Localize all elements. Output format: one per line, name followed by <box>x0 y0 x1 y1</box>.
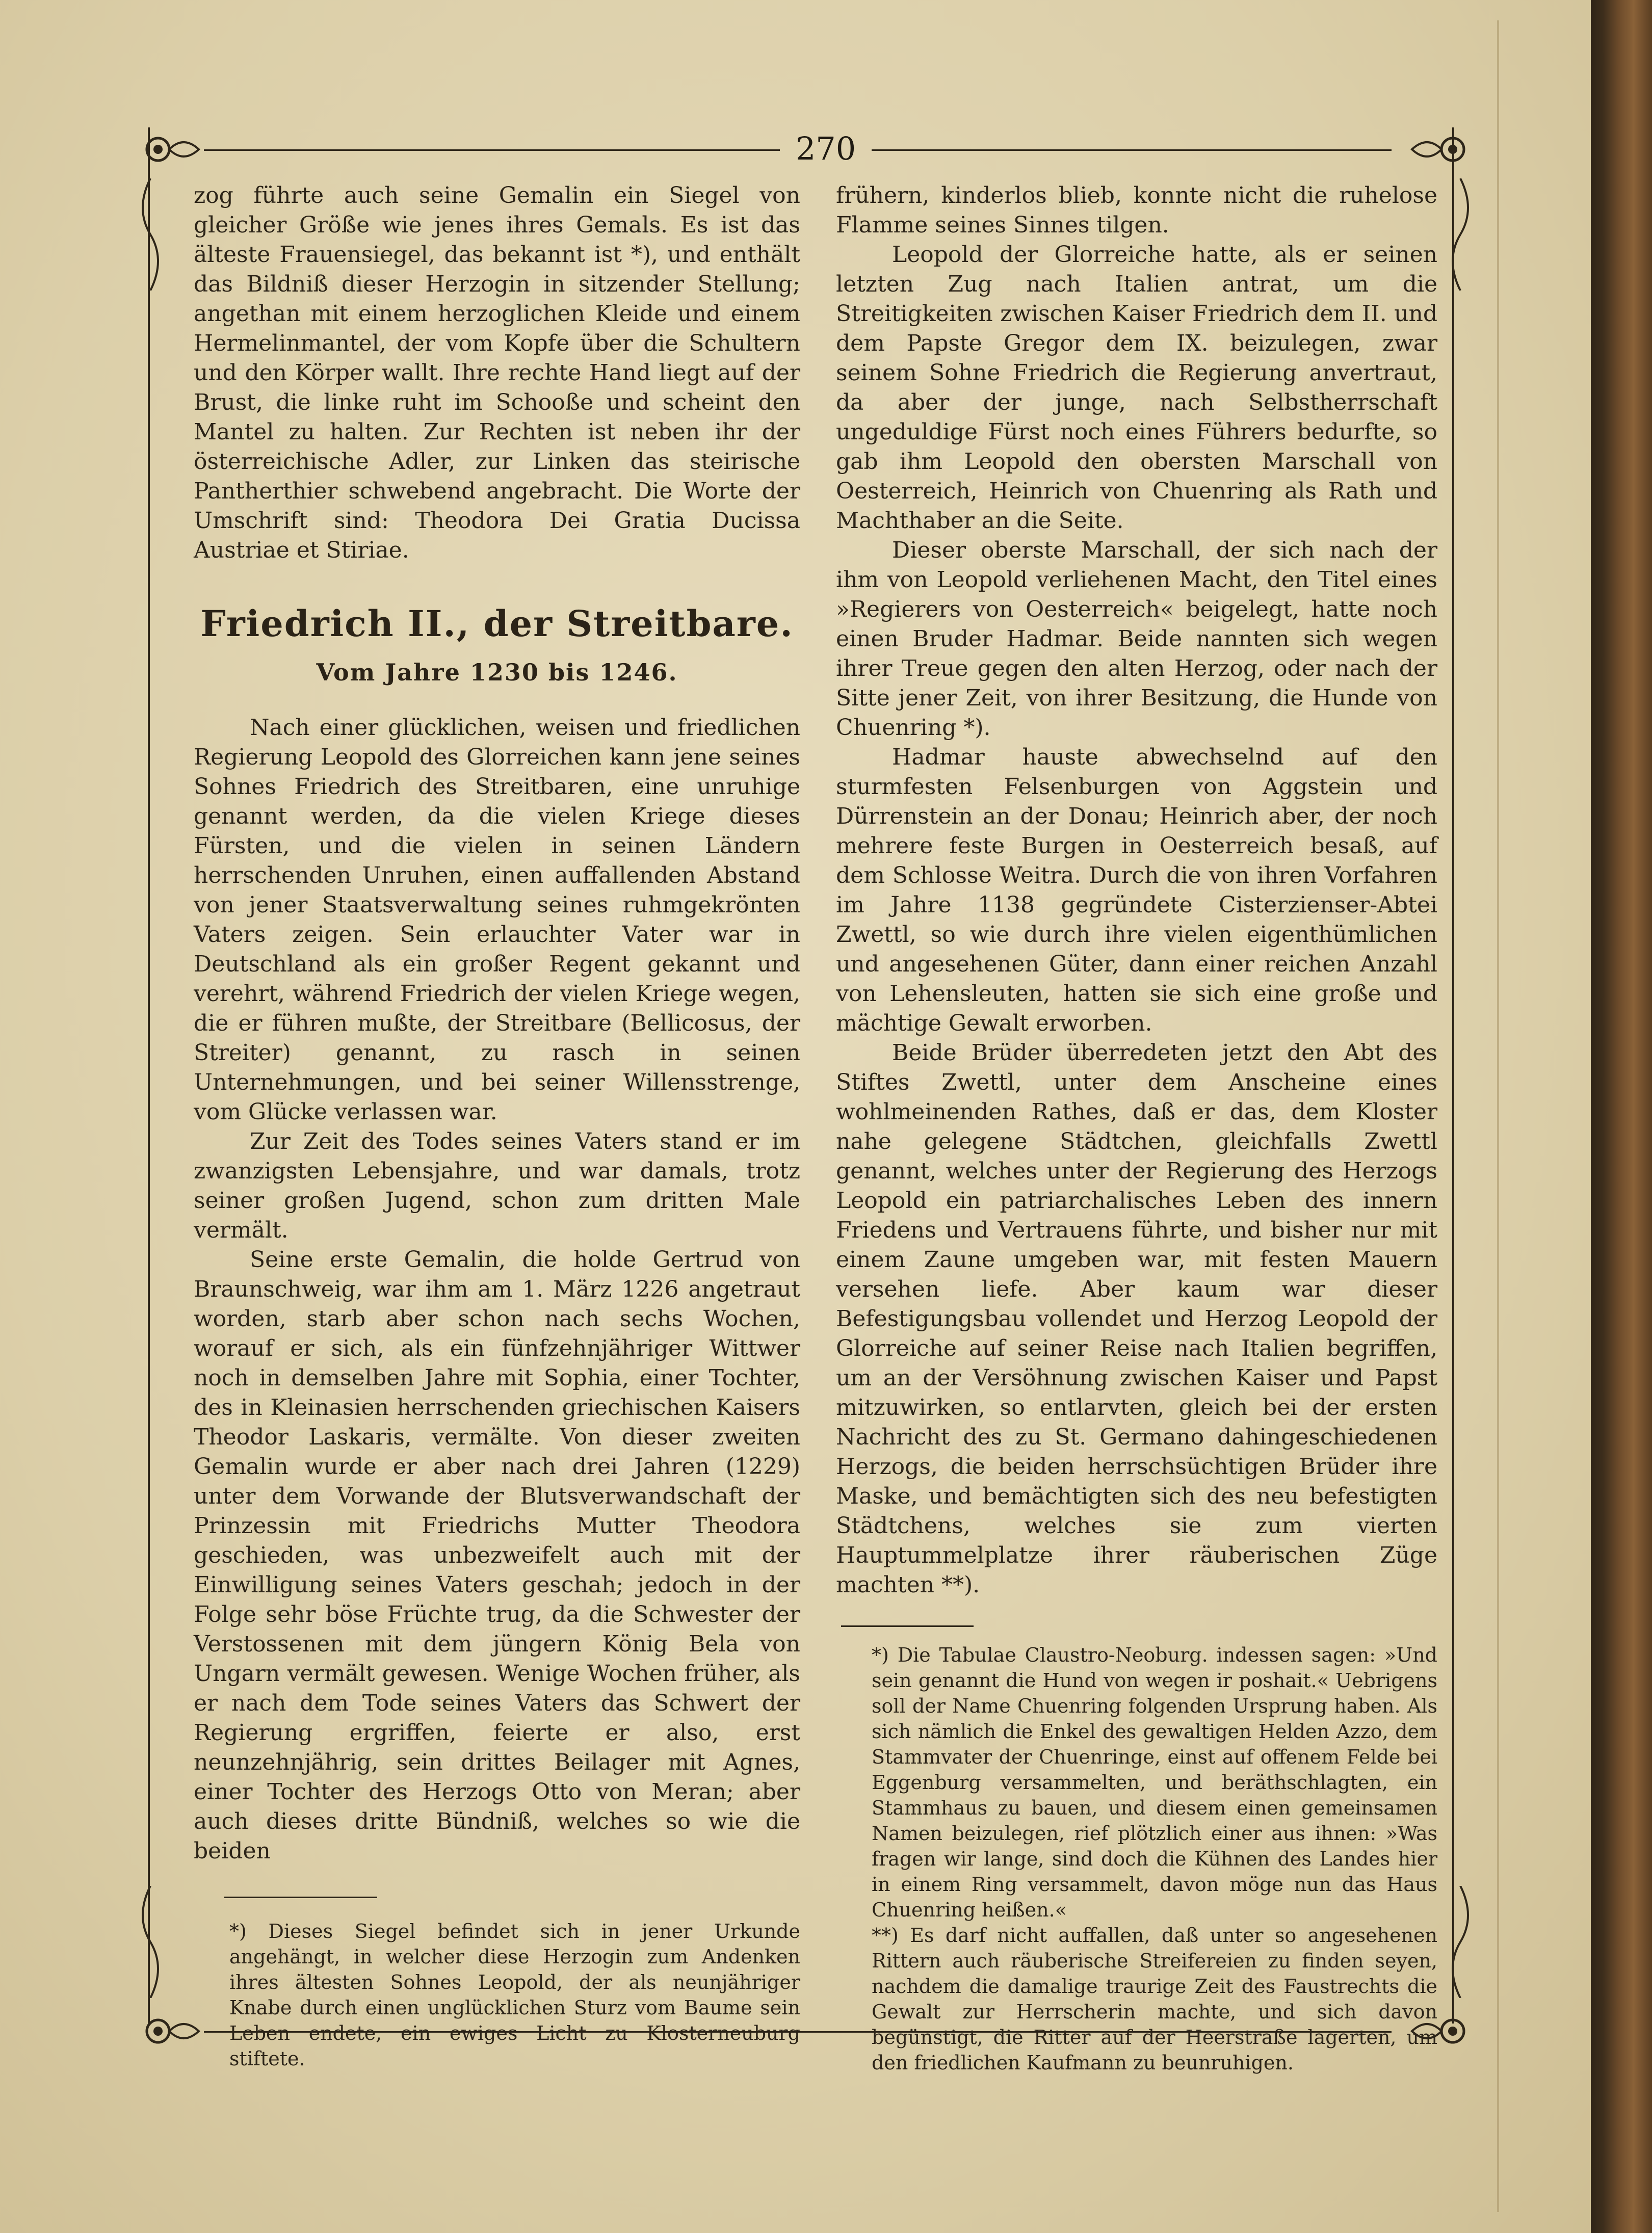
page-number: 270 <box>795 130 856 167</box>
left-column <box>194 181 800 2071</box>
right-footnote-2: **) Es darf nicht auffallen, daß unter so angesehenen Rittern auch räuberische Streifereien zu finden seyen, nachdem die damalige traurige Zeit des Faustrechts die Gewalt zur Herrscherin machte, und sich davon begünstigt, die Ritter auf der Heerstraße lagerten, um den friedlichen Kaufmann zu beunruhigen. <box>872 1924 1437 2074</box>
section-heading: Friedrich II., der Streitbare. <box>200 602 794 645</box>
side-ornament-top-left <box>130 178 171 291</box>
corner-ornament-top-right <box>1407 125 1473 176</box>
right-body-paragraph-4: Hadmar hauste abwechselnd auf den sturmfesten Felsenburgen von Aggstein und Dürrenstein an der Donau; Heinrich aber, der noch mehrere feste Burgen in Oesterreich besaß, auf dem Schlosse Weitra. Durch die von ihren Vorfahren im Jahre 1138 gegründete Cisterzienser-Abtei Zwettl, so wie durch ihre vielen eigenthümlichen und angesehenen Güter, dann einer reichen Anzahl von Lehensleuten, hatten sie sich eine große und mächtige Gewalt erworben. <box>836 744 1437 1036</box>
right-column <box>836 181 1437 2076</box>
book-binding-edge <box>1591 0 1652 2233</box>
header-rule-right <box>872 149 1392 151</box>
section-subheading: Vom Jahre 1230 bis 1246. <box>316 659 678 686</box>
right-body-paragraph-3: Dieser oberste Marschall, der sich nach der ihm von Leopold verliehenen Macht, den Titel eines »Regierers von Oesterreich« beigelegt, hatte noch einen Bruder Hadmar. Beide nannten sich wegen ihrer Treue gegen den alten Herzog, oder nach der Sitte jener Zeit, von ihrer Besitzung, die Hunde von Chuenring *). <box>836 537 1437 741</box>
right-body-paragraph-2: Leopold der Glorreiche hatte, als er seinen letzten Zug nach Italien antrat, um die Streitigkeiten zwischen Kaiser Friedrich dem II. und dem Papste Gregor dem IX. beizulegen, zwar seinem Sohne Friedrich die Regierung anvertraut, da aber der junge, nach Selbstherrschaft ungeduldige Fürst noch eines Führers bedurfte, so gab ihm Leopold den obersten Marschall von Oesterreich, Heinrich von Chuenring als Rath und Machthaber an die Seite. <box>836 242 1437 534</box>
left-body-paragraph-3: Seine erste Gemalin, die holde Gertrud von Braunschweig, war ihm am 1. März 1226 angetraut worden, starb aber schon nach sechs Wochen, worauf er sich, als ein fünfzehnjähriger Wittwer noch in demselben Jahre mit Sophia, einer Tochter, des in Kleinasien herrschenden griechischen Kaisers Theodor Laskaris, vermälte. Von dieser zweiten Gemalin wurde er aber nach drei Jahren (1229) unter dem Vorwande der Blutsverwandschaft der Prinzessin mit Friedrichs Mutter Theodora geschieden, was unbezweifelt auch mit der Einwilligung seines Vaters geschah; jedoch in der Folge sehr böse Früchte trug, da die Schwester der Verstossenen mit dem jüngern König Bela von Ungarn vermält gewesen. Wenige Wochen früher, als er nach dem Tode seines Vaters das Schwert der Regierung ergriffen, feierte er also, erst neunzehnjährig, sein drittes Beilager mit Agnes, einer Tochter des Herzogs Otto von Meran; aber auch dieses dritte Bündniß, welches so wie die beiden <box>194 1247 800 1864</box>
side-ornament-bottom-left <box>130 1886 171 1998</box>
footnote-rule-left <box>224 1897 377 1898</box>
footnote-rule-right <box>841 1625 974 1627</box>
right-body-paragraph-5: Beide Brüder überredeten jetzt den Abt des Stiftes Zwettl, unter dem Anscheine eines wohlmeinenden Rathes, daß er das, dem Kloster nahe gelegene Städtchen, gleichfalls Zwettl genannt, welches unter der Regierung des Herzogs Leopold ein patriarchalisches Leben des innern Friedens und Vertrauens führte, und bisher nur mit einem Zaune umgeben war, mit festen Mauern versehen liefe. Aber kaum war dieser Befestigungsbau vollendet und Herzog Leopold der Glorreiche auf seiner Reise nach Italien begriffen, um an der Versöhnung zwischen Kaiser und Papst mitzuwirken, so entlarvten, gleich bei der ersten Nachricht des zu St. Germano dahingeschiedenen Herzogs, die beiden herrschsüchtigen Brüder ihre Maske, und bemächtigten sich des neu befestigten Städtchens, welches sie zum vierten Hauptummelplatze ihrer räuberischen Züge machten **). <box>836 1040 1437 1598</box>
corner-ornament-top-left <box>138 125 204 176</box>
side-ornament-top-right <box>1440 178 1481 291</box>
right-footnotes <box>836 1642 1437 2076</box>
right-body-paragraph-1: frühern, kinderlos blieb, konnte nicht die ruhelose Flamme seines Sinnes tilgen. <box>836 182 1437 238</box>
left-body-paragraph-1: Nach einer glücklichen, weisen und friedlichen Regierung Leopold des Glorreichen kann jene seines Sohnes Friedrich des Streitbaren, eine unruhige genannt werden, da die vielen Kriege dieses Fürsten, und die vielen in seinen Ländern herrschenden Unruhen, einen auffallenden Abstand von jener Staatsverwaltung seines ruhmgekrönten Vaters zeigen. Sein erlauchter Vater war in Deutschland als ein großer Regent gekannt und verehrt, während Friedrich der vielen Kriege wegen, die er führen mußte, der Streitbare (Bellicosus, der Streiter) genannt, zu rasch in seinen Unternehmungen, und bei seiner Willensstrenge, vom Glücke verlassen war. <box>194 715 800 1125</box>
left-footnote <box>194 1919 800 2071</box>
right-footnote-1: *) Die Tabulae Claustro-Neoburg. indessen sagen: »Und sein genannt die Hund von wegen ir poshait.« Uebrigens soll der Name Chuenring folgenden Ursprung haben. Als sich nämlich die Enkel des gewaltigen Helden Azzo, dem Stammvater der Chuenringe, einst auf offenem Felde bei Eggenburg versammelten, und beräthschlagten, ein Stammhaus zu bauen, und diesem einen gemeinsamen Namen beizulegen, rief plötzlich einer aus ihnen: »Was fragen wir lange, sind doch die Kühnen des Landes hier in einem Ring versammelt, davon möge nun das Haus Chuenring heißen.« <box>872 1644 1437 1921</box>
page-fold-line <box>1497 20 1499 2212</box>
header-rule-left <box>204 149 780 151</box>
left-body-paragraph-2: Zur Zeit des Todes seines Vaters stand er im zwanzigsten Lebensjahre, und war damals, trotz seiner großen Jugend, schon zum dritten Male vermält. <box>194 1128 800 1243</box>
side-ornament-bottom-right <box>1440 1886 1481 1998</box>
left-footnote-text: *) Dieses Siegel befindet sich in jener Urkunde angehängt, in welcher diese Herzogin zum Andenken ihres ältesten Sohnes Leopold, der als neunjähriger Knabe durch einen unglücklichen Sturz vom Baume sein Leben endete, ein ewiges Licht zu Klosterneuburg stiftete. <box>229 1920 800 2070</box>
left-intro-paragraph: zog führte auch seine Gemalin ein Siegel von gleicher Größe wie jenes ihres Gemals. Es ist das älteste Frauensiegel, das bekannt ist *), und enthält das Bildniß dieser Herzogin in sitzender Stellung; angethan mit einem herzoglichen Kleide und einem Hermelinmantel, der vom Kopfe über die Schultern und den Körper wallt. Ihre rechte Hand liegt auf der Brust, die linke ruht im Schooße und scheint den Mantel zu halten. Zur Rechten ist neben ihr der österreichische Adler, zur Linken das steirische Pantherthier schwebend angebracht. Die Worte der Umschrift sind: Theodora Dei Gratia Ducissa Austriae et Stiriae. <box>194 182 800 563</box>
